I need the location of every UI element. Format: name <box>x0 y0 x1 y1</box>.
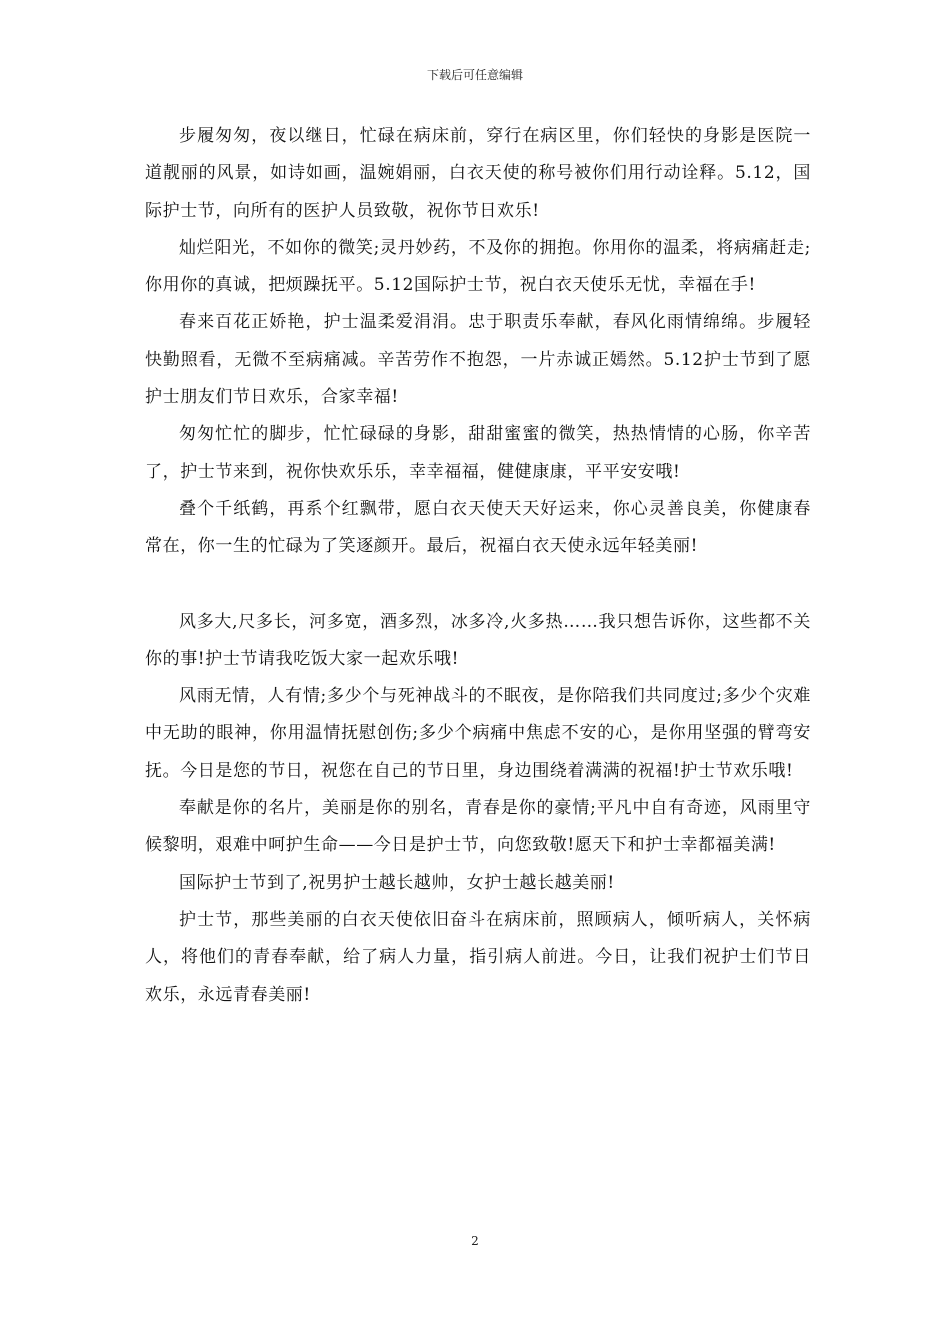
paragraph: 步履匆匆，夜以继日，忙碌在病床前，穿行在病区里，你们轻快的身影是医院一道靓丽的风景，如诗如画，温婉娟丽，白衣天使的称号被你们用行动诠释。5.12，国际护士节，向所有的医护人员致敬，祝你节日欢乐! <box>145 126 811 221</box>
document-body <box>145 118 811 1014</box>
paragraph: 护士节，那些美丽的白衣天使依旧奋斗在病床前，照顾病人，倾听病人，关怀病人，将他们的青春奉献，给了病人力量，指引病人前进。今日，让我们祝护士们节日欢乐，永远青春美丽! <box>145 909 811 1005</box>
paragraph: 奉献是你的名片，美丽是你的别名，青春是你的豪情;平凡中自有奇迹，风雨里守候黎明，艰难中呵护生命——今日是护士节，向您致敬!愿天下和护士幸都福美满! <box>145 798 811 856</box>
page-number: 2 <box>471 1234 479 1248</box>
paragraph: 叠个千纸鹤，再系个红飘带，愿白衣天使天天好运来，你心灵善良美，你健康春常在，你一生的忙碌为了笑逐颜开。最后，祝福白衣天使永远年轻美丽! <box>145 498 811 557</box>
paragraph: 国际护士节到了,祝男护士越长越帅，女护士越长越美丽! <box>179 872 615 893</box>
page-header: 下载后可任意编辑 <box>426 68 523 82</box>
paragraph: 风多大,尺多长，河多宽，酒多烈，冰多冷,火多热……我只想告诉你，这些都不关你的事!护士节请我吃饭大家一起欢乐哦! <box>145 611 811 669</box>
paragraph: 风雨无情，人有情;多少个与死神战斗的不眠夜，是你陪我们共同度过;多少个灾难中无助的眼神，你用温情抚慰创伤;多少个病痛中焦虑不安的心，是你用坚强的臂弯安抚。今日是您的节日，祝您在自己的节日里，身边围绕着满满的祝福!护士节欢乐哦! <box>145 686 811 781</box>
paragraph: 匆匆忙忙的脚步，忙忙碌碌的身影，甜甜蜜蜜的微笑，热热情情的心肠，你辛苦了，护士节来到，祝你快欢乐乐，幸幸福福，健健康康，平平安安哦! <box>145 424 811 482</box>
paragraph: 灿烂阳光，不如你的微笑;灵丹妙药，不及你的拥抱。你用你的温柔，将病痛赶走;你用你的真诚，把烦躁抚平。5.12国际护士节，祝白衣天使乐无忧，幸福在手! <box>145 237 811 296</box>
paragraph: 春来百花正娇艳，护士温柔爱涓涓。忠于职责乐奉献，春风化雨情绵绵。步履轻快勤照看，无微不至病痛减。辛苦劳作不抱怨，一片赤诚正嫣然。5.12护士节到了愿护士朋友们节日欢乐，合家幸福! <box>145 312 811 408</box>
paragraph-spacer <box>145 566 811 604</box>
